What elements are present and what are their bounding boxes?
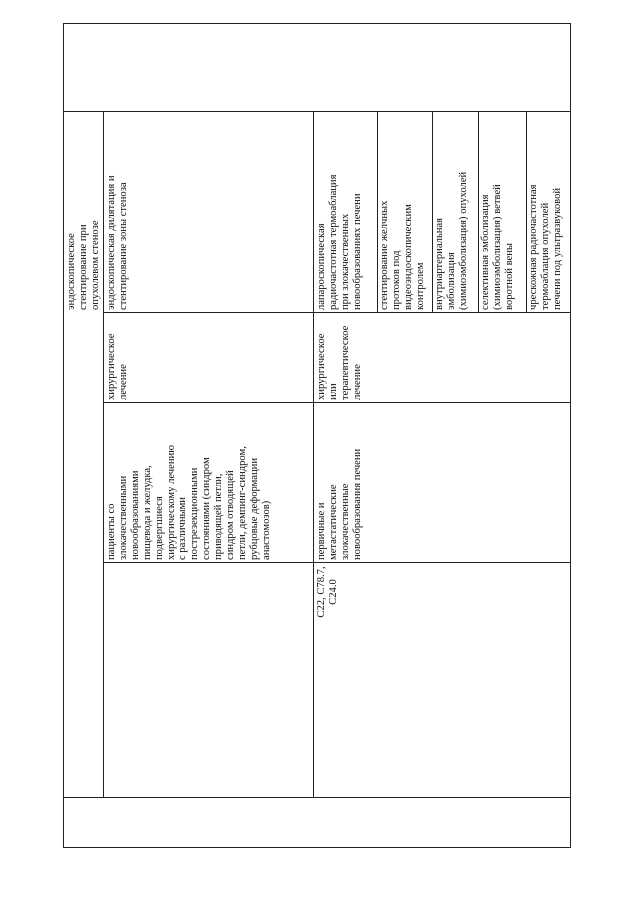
- method-divider: [478, 111, 479, 312]
- method-divider: [432, 111, 433, 312]
- code-cell: C22, C78.7, C24.0: [316, 566, 339, 618]
- patients-cell: первичные и метастатические злокачественные новообразования печени: [316, 448, 363, 560]
- column-divider: [103, 402, 571, 403]
- column-divider: [103, 312, 571, 313]
- method-divider: [526, 111, 527, 312]
- method-cell: внутриартериальная эмболизация (химиоэмболизация) опухолей: [434, 171, 469, 310]
- method-cell: стентирование желчных протоков под видеоэндоскопическим контролем: [379, 200, 426, 310]
- treatment-cell: хирургическое или терапевтическое лечение: [316, 325, 363, 400]
- row-divider: [313, 111, 314, 797]
- method-divider: [377, 111, 378, 312]
- column-divider: [63, 797, 571, 798]
- method-cell: чрескожная радиочастотная термоаблация опухолей печени под ультразвуковой: [528, 184, 563, 310]
- treatment-cell: хирургическое лечение: [106, 333, 129, 400]
- row-divider: [103, 111, 104, 797]
- patients-cell: пациенты со злокачественными новообразованиями пищевода и желудка, подвергшиеся хирургическому лечению с различными пострезекционными состояниями (синдром приводящей петли, синдром отводящей петли, демпинг-синдром, рубцовые деформации анастомозов): [106, 444, 272, 560]
- method-cell: селективная эмболизация (химиоэмболизация) ветвей воротной вены: [480, 184, 515, 310]
- method-cell: эндоскопическая дилятация и стентирование зоны стеноза: [106, 175, 129, 310]
- method-cell: лапароскопическая радиочастотная термоаблация при злокачественных новообразованиях печени: [316, 174, 363, 310]
- column-divider: [63, 111, 571, 112]
- column-divider: [103, 562, 571, 563]
- method-cell: эндоскопическое стентирование при опухолевом стенозе: [66, 220, 101, 310]
